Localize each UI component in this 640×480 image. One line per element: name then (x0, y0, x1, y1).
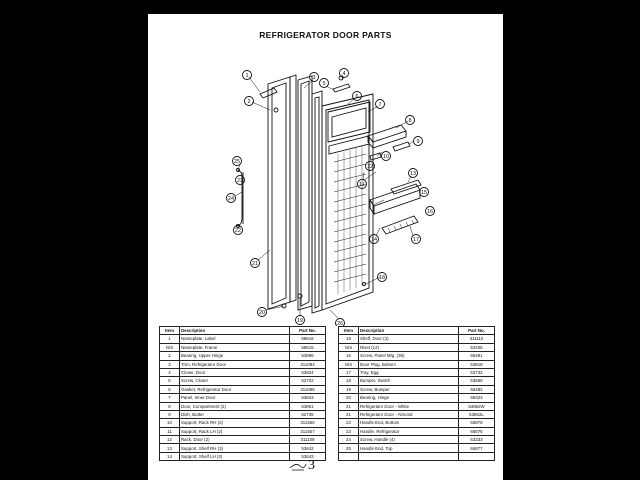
svg-text:9: 9 (416, 139, 420, 145)
cell-item: 6 (160, 385, 180, 393)
callout-14 (370, 235, 379, 244)
callout-18 (378, 273, 387, 282)
cell-partno: 53732 (459, 368, 495, 376)
cell-partno: 311110 (459, 335, 495, 343)
col-item-header: Item (339, 327, 359, 335)
cell-item: 3 (160, 360, 180, 368)
cell-partno: 53824 (290, 368, 326, 376)
callout-10 (382, 152, 391, 161)
table-row (160, 343, 326, 351)
table-row (160, 368, 326, 376)
door-shelf (391, 180, 421, 194)
cell-partno: 53861 (290, 402, 326, 410)
table-row (339, 352, 495, 360)
table-row (339, 452, 495, 460)
cell-partno: 58616 (290, 335, 326, 343)
cell-item: N/S (160, 343, 180, 351)
svg-text:18: 18 (378, 275, 386, 281)
table-row (339, 368, 495, 376)
cell-item: 24 (339, 436, 359, 444)
cell-partno: 53406 (459, 343, 495, 351)
callout-6 (353, 92, 362, 101)
cell-item: 12 (160, 436, 180, 444)
svg-text:23: 23 (236, 178, 244, 184)
cell-item: N/S (339, 343, 359, 351)
cell-item: 13 (160, 444, 180, 452)
cell-description: Screw, Bumper (359, 385, 459, 393)
callout-19 (296, 316, 305, 325)
cell-item: 25 (339, 444, 359, 452)
door-gasket (312, 91, 322, 313)
parts-table-left (159, 326, 326, 461)
cell-item: 11 (160, 427, 180, 435)
cell-item: 8 (160, 402, 180, 410)
callout-7 (376, 100, 385, 109)
cell-description: Door Plug, Bottom (359, 360, 459, 368)
table-row (160, 436, 326, 444)
cell-partno (459, 452, 495, 460)
cell-item: 4 (160, 368, 180, 376)
cell-item: 17 (339, 368, 359, 376)
svg-text:1: 1 (245, 73, 249, 79)
cell-item: N/S (339, 360, 359, 368)
callout-8 (406, 116, 415, 125)
cell-partno: 66876 (459, 419, 495, 427)
cell-description: Handle, Refrigerator (359, 427, 459, 435)
svg-text:19: 19 (296, 318, 304, 324)
cell-partno: 53843 (290, 394, 326, 402)
svg-text:5: 5 (322, 81, 326, 87)
cell-partno: 66875 (459, 427, 495, 435)
cell-item: 2 (160, 352, 180, 360)
cell-description: Screw, Closer (180, 377, 290, 385)
callout-21 (251, 259, 260, 268)
cell-description: Rivet (12) (359, 343, 459, 351)
callout-3 (310, 73, 319, 82)
table-row (160, 377, 326, 385)
cell-description: Bearing, Hinge (359, 394, 459, 402)
svg-text:25: 25 (233, 159, 241, 165)
cell-item: 14 (160, 452, 180, 460)
table-row (160, 352, 326, 360)
cell-partno: 311556 (290, 419, 326, 427)
cell-description: Bearing, Upper Hinge (180, 352, 290, 360)
table-row (160, 427, 326, 435)
svg-text:10: 10 (382, 154, 390, 160)
callout-26 (336, 319, 345, 327)
svg-text:12: 12 (366, 164, 374, 170)
cell-partno: 53988 (290, 352, 326, 360)
col-description-header: Description (180, 327, 290, 335)
table-header-row (160, 327, 326, 335)
cell-item: 16 (339, 352, 359, 360)
cell-partno: 53862L (459, 410, 495, 418)
cell-partno: 53818 (459, 360, 495, 368)
door-trim (298, 76, 312, 310)
cell-item: 15 (339, 335, 359, 343)
cell-description: Refrigerator Door - White (359, 402, 459, 410)
cell-description: Screw, Panel Mtg. (38) (359, 352, 459, 360)
callout-17 (412, 235, 421, 244)
cell-description: Support, Rack LH (2) (180, 427, 290, 435)
cell-item: 10 (160, 419, 180, 427)
callout-15 (420, 188, 429, 197)
callout-24 (227, 194, 236, 203)
handwritten-mark (288, 460, 308, 474)
table-row (339, 427, 495, 435)
callout-16 (426, 207, 435, 216)
cell-description: Closer, Door (180, 368, 290, 376)
diagram-title: REFRIGERATOR DOOR PARTS (259, 30, 392, 40)
table-row (160, 419, 326, 427)
svg-text:13: 13 (409, 171, 417, 177)
cell-description: Nameplate, Label (180, 335, 290, 343)
svg-text:20: 20 (258, 310, 266, 316)
panel-screw (363, 283, 366, 286)
cell-description: Support, Shelf LH (3) (180, 452, 290, 460)
cell-item: 19 (339, 385, 359, 393)
cell-partno: 53642 (290, 444, 326, 452)
cell-description: Screw, Handle (4) (359, 436, 459, 444)
page-number: 3 (308, 458, 315, 473)
col-partno-header: Part No. (459, 327, 495, 335)
cell-description: Handle End, Bottom (359, 419, 459, 427)
table-row (160, 444, 326, 452)
callout-1 (243, 71, 252, 80)
cell-description: Trim, Refrigerator Door (180, 360, 290, 368)
table-row (339, 360, 495, 368)
cell-description: Panel, Inner Door (180, 394, 290, 402)
callout-4 (340, 69, 349, 78)
nameplate (260, 88, 277, 98)
svg-text:15: 15 (420, 190, 428, 196)
svg-text:26: 26 (336, 321, 344, 326)
svg-text:7: 7 (378, 102, 382, 108)
door-closer (333, 84, 350, 92)
svg-text:17: 17 (412, 237, 420, 243)
cell-description: Tray, Egg (359, 368, 459, 376)
cell-partno: 311095 (290, 385, 326, 393)
table-row (160, 394, 326, 402)
table-row (339, 394, 495, 402)
cell-partno: 311557 (290, 427, 326, 435)
callout-5 (320, 79, 329, 88)
cell-partno: 66482 (459, 385, 495, 393)
egg-tray (382, 216, 418, 234)
cell-partno: 53862W (459, 402, 495, 410)
table-row (339, 402, 495, 410)
table-row (160, 402, 326, 410)
cell-partno: 58323 (459, 394, 495, 402)
inner-door-panel (322, 94, 373, 310)
svg-text:4: 4 (342, 71, 346, 77)
cell-partno: 53666 (459, 377, 495, 385)
cell-item (339, 452, 359, 460)
table-row (160, 385, 326, 393)
cell-description: Dish, Butter (180, 410, 290, 418)
table-row (339, 444, 495, 452)
table-row (339, 410, 495, 418)
cell-description: Rack, Door (2) (180, 436, 290, 444)
outer-door (268, 75, 296, 309)
svg-text:21: 21 (251, 261, 259, 267)
cell-item: 9 (160, 410, 180, 418)
cell-partno: 52739 (290, 410, 326, 418)
cell-item: 22 (339, 419, 359, 427)
col-item-header: Item (160, 327, 180, 335)
table-row (339, 377, 495, 385)
cell-item: 5 (160, 377, 180, 385)
exploded-door-diagram (148, 14, 503, 326)
table-row (339, 419, 495, 427)
table-row (160, 410, 326, 418)
cell-description: Handle End, Top (359, 444, 459, 452)
cell-partno: 53643 (290, 452, 326, 460)
svg-text:14: 14 (370, 237, 378, 243)
cell-partno: 58615 (290, 343, 326, 351)
cell-item: 21 (339, 410, 359, 418)
cell-partno: 66877 (459, 444, 495, 452)
svg-text:3: 3 (312, 75, 316, 81)
cell-item: 7 (160, 394, 180, 402)
svg-text:8: 8 (408, 118, 412, 124)
svg-text:6: 6 (355, 94, 359, 100)
cell-item: 1 (160, 335, 180, 343)
cell-description: Support, Rack RH (2) (180, 419, 290, 427)
table-header-row (339, 327, 495, 335)
cell-partno: 311109 (290, 436, 326, 444)
cell-partno: 66481 (459, 352, 495, 360)
parts-table-right (338, 326, 495, 461)
table-row (160, 335, 326, 343)
cell-partno: 63333 (459, 436, 495, 444)
cell-description (359, 452, 459, 460)
cell-description: Support, Shelf RH (3) (180, 444, 290, 452)
cell-partno: 52702 (290, 377, 326, 385)
butter-dish (393, 142, 410, 151)
parts-sheet (148, 14, 503, 480)
callout-2 (245, 97, 254, 106)
cell-description: Shelf, Door (3) (359, 335, 459, 343)
cell-description: Bumper, Switch (359, 377, 459, 385)
callout-13 (409, 169, 418, 178)
svg-text:24: 24 (227, 196, 235, 202)
callout-25 (233, 157, 242, 166)
table-row (160, 360, 326, 368)
cell-partno: 311094 (290, 360, 326, 368)
col-partno-header: Part No. (290, 327, 326, 335)
cell-description: Door, Compartment (2) (180, 402, 290, 410)
cell-item: 23 (339, 427, 359, 435)
cell-description: Nameplate, Frame (180, 343, 290, 351)
svg-text:22: 22 (234, 228, 242, 234)
callout-9 (414, 137, 423, 146)
upper-hinge-bearing (274, 108, 278, 112)
table-row (339, 343, 495, 351)
svg-text:2: 2 (247, 99, 251, 105)
cell-item: 18 (339, 377, 359, 385)
svg-text:16: 16 (426, 209, 434, 215)
callout-22 (234, 226, 243, 235)
cell-description: Refrigerator Door - Almond (359, 410, 459, 418)
col-description-header: Description (359, 327, 459, 335)
cell-item: 21 (339, 402, 359, 410)
cell-item: 20 (339, 394, 359, 402)
table-row (339, 385, 495, 393)
table-row (339, 436, 495, 444)
callout-20 (258, 308, 267, 317)
svg-text:11: 11 (359, 182, 365, 188)
door-rack (370, 184, 420, 214)
cell-description: Gasket, Refrigerator Door (180, 385, 290, 393)
table-row (339, 335, 495, 343)
